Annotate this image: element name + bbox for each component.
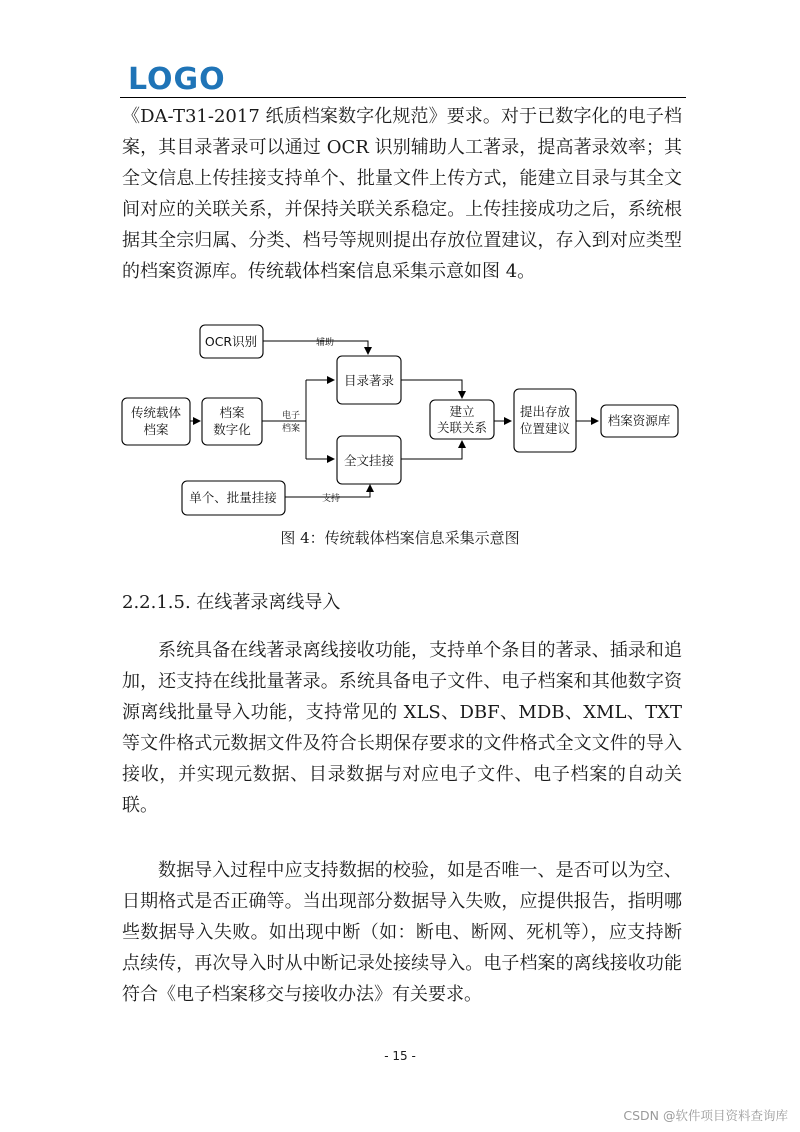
node-suggest-label-2: 位置建议: [519, 421, 571, 436]
figure-4-diagram: [0, 0, 800, 560]
node-repo-label: 档案资源库: [607, 413, 671, 428]
node-batch: [182, 481, 285, 515]
figure-caption: 图 4：传统载体档案信息采集示意图: [280, 529, 520, 547]
node-suggest-label-1: 提出存放: [519, 404, 571, 419]
node-digitize: [202, 398, 262, 445]
node-ocr: [200, 325, 263, 358]
paragraph-intro: 《DA-T31-2017 纸质档案数字化规范》要求。对于已数字化的电子档案，其目录著录可以通过 OCR 识别辅助人工著录，提高著录效率；其全文信息上传挂接支持单个、批量文件上传方式，能建立目录与其全文间对应的关联关系，并保持关联关系稳定。上传挂接成功之后，系统根据其全宗归属、分类、档号等规则提出存放位置建议，存入到对应类型的档案资源库。传统载体档案信息采集示意如图 4。: [122, 106, 682, 282]
paragraph-data-validation: 数据导入过程中应支持数据的校验，如是否唯一、是否可以为空、日期格式是否正确等。当出现部分数据导入失败，应提供报告，指明哪些数据导入失败。如出现中断（如：断电、断网、死机等），应支持断点续传，再次导入时从中断记录处接续导入。电子档案的离线接收功能符合《电子档案移交与接收办法》有关要求。: [122, 860, 682, 1005]
node-ocr-label: OCR识别: [204, 334, 258, 349]
edge-label-e-archive-2: 档案: [282, 424, 301, 434]
edge-label-e-archive-1: 电子: [282, 411, 301, 421]
edge-label-support: 支持: [322, 494, 341, 504]
section-heading: 2.2.1.5. 在线著录离线导入: [122, 592, 341, 613]
node-catalog: [337, 356, 401, 404]
edge-label-assist: 辅助: [316, 338, 335, 348]
watermark: CSDN @软件项目资料查询库: [623, 1108, 788, 1123]
node-suggest: [514, 389, 576, 452]
node-carrier-label-2: 档案: [143, 422, 169, 437]
company-logo: LOGO: [128, 62, 226, 97]
edge-fulltext-link: [401, 441, 462, 459]
node-fulltext-label: 全文挂接: [343, 453, 395, 468]
node-batch-label: 单个、批量挂接: [189, 490, 277, 505]
node-repo: [601, 405, 678, 437]
paragraph-online-catalog: 系统具备在线著录离线接收功能，支持单个条目的著录、插录和追加，还支持在线批量著录。系统具备电子文件、电子档案和其他数字资源离线批量导入功能，支持常见的 XLS、DBF、MDB、XML、TXT 等文件格式元数据文件及符合长期保存要求的文件格式全文文件的导入接收，并实现元数据、目录数据与对应电子文件、电子档案的自动关联。: [122, 640, 682, 816]
edge-catalog-link: [401, 380, 462, 398]
node-carrier: [122, 398, 190, 445]
node-link-label-1: 建立: [449, 404, 475, 419]
node-digitize-label-1: 档案: [219, 405, 245, 420]
node-catalog-label: 目录著录: [343, 373, 395, 388]
page-number: - 15 -: [384, 1049, 416, 1063]
node-digitize-label-2: 数字化: [213, 422, 251, 437]
node-fulltext: [337, 436, 401, 484]
node-link: [430, 400, 494, 439]
node-carrier-label-1: 传统载体: [130, 405, 182, 420]
node-link-label-2: 关联关系: [436, 420, 488, 435]
